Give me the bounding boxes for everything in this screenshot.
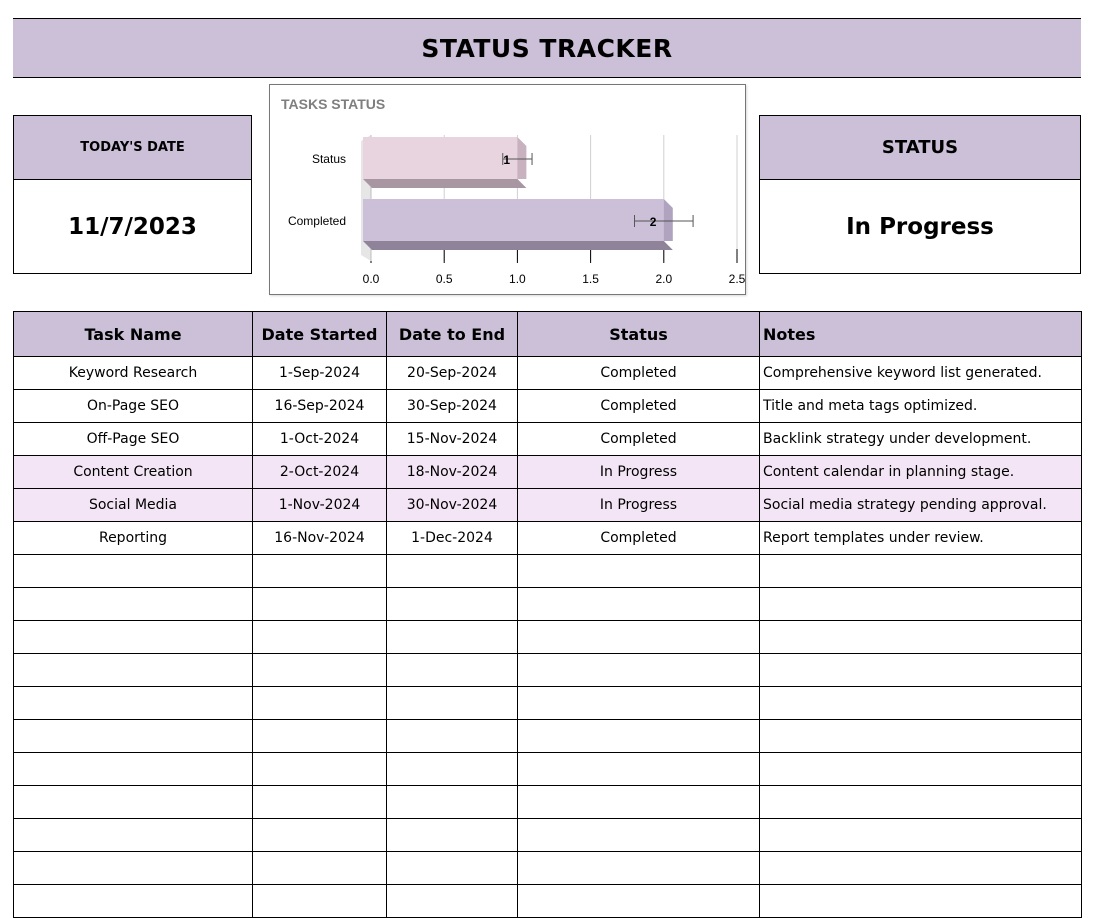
cell-date-started[interactable]: 16-Sep-2024	[253, 390, 387, 423]
task-table	[13, 311, 1082, 918]
header-status[interactable]: Status	[518, 312, 760, 357]
empty-cell[interactable]	[760, 753, 1082, 786]
empty-cell[interactable]	[518, 720, 760, 753]
empty-table-row[interactable]	[14, 885, 1082, 918]
empty-cell[interactable]	[518, 555, 760, 588]
x-tick-label: 0.0	[362, 272, 380, 286]
cell-status[interactable]: Completed	[518, 357, 760, 390]
cell-notes[interactable]: Title and meta tags optimized.	[760, 390, 1082, 423]
header-notes[interactable]: Notes	[760, 312, 1082, 357]
cell-status[interactable]: Completed	[518, 390, 760, 423]
empty-cell[interactable]	[14, 753, 253, 786]
empty-cell[interactable]	[518, 852, 760, 885]
empty-cell[interactable]	[14, 654, 253, 687]
chart-title: TASKS STATUS	[281, 96, 386, 112]
cell-status[interactable]: Completed	[518, 423, 760, 456]
empty-cell[interactable]	[253, 753, 387, 786]
cell-status[interactable]: Completed	[518, 522, 760, 555]
empty-table-row[interactable]	[14, 753, 1082, 786]
empty-cell[interactable]	[387, 819, 518, 852]
table-header-row	[14, 312, 1082, 357]
cell-task-name[interactable]: Social Media	[14, 489, 253, 522]
empty-cell[interactable]	[14, 555, 253, 588]
header-date-to-end[interactable]: Date to End	[387, 312, 518, 357]
cell-date-to-end[interactable]: 20-Sep-2024	[387, 357, 518, 390]
cell-date-to-end[interactable]: 30-Sep-2024	[387, 390, 518, 423]
chart-svg	[270, 85, 747, 296]
empty-cell[interactable]	[253, 588, 387, 621]
empty-cell[interactable]	[518, 687, 760, 720]
cell-date-to-end[interactable]: 15-Nov-2024	[387, 423, 518, 456]
empty-cell[interactable]	[387, 621, 518, 654]
cell-task-name[interactable]: Content Creation	[14, 456, 253, 489]
bar-side	[664, 199, 673, 241]
empty-cell[interactable]	[760, 687, 1082, 720]
cell-status[interactable]: In Progress	[518, 489, 760, 522]
empty-cell[interactable]	[760, 852, 1082, 885]
bar-side	[517, 137, 526, 179]
empty-cell[interactable]	[387, 687, 518, 720]
empty-cell[interactable]	[760, 588, 1082, 621]
bar-bottom	[363, 241, 673, 250]
table-row[interactable]	[14, 357, 1082, 390]
empty-cell[interactable]	[14, 687, 253, 720]
cell-date-started[interactable]: 16-Nov-2024	[253, 522, 387, 555]
empty-cell[interactable]	[253, 654, 387, 687]
empty-cell[interactable]	[387, 720, 518, 753]
cell-task-name[interactable]: On-Page SEO	[14, 390, 253, 423]
todays-date-card	[13, 115, 252, 274]
cell-notes[interactable]: Report templates under review.	[760, 522, 1082, 555]
todays-date-value[interactable]: 11/7/2023	[68, 213, 197, 240]
todays-date-label: TODAY'S DATE	[14, 116, 251, 180]
cell-date-started[interactable]: 2-Oct-2024	[253, 456, 387, 489]
empty-cell[interactable]	[518, 885, 760, 918]
status-value[interactable]: In Progress	[846, 213, 994, 240]
empty-cell[interactable]	[518, 654, 760, 687]
page-title: STATUS TRACKER	[13, 18, 1081, 78]
empty-cell[interactable]	[387, 588, 518, 621]
bar	[363, 199, 664, 241]
cell-task-name[interactable]: Reporting	[14, 522, 253, 555]
status-label: STATUS	[760, 116, 1080, 180]
cell-notes[interactable]: Backlink strategy under development.	[760, 423, 1082, 456]
empty-table-row[interactable]	[14, 621, 1082, 654]
header-task-name[interactable]: Task Name	[14, 312, 253, 357]
empty-cell[interactable]	[253, 885, 387, 918]
empty-table-row[interactable]	[14, 852, 1082, 885]
empty-cell[interactable]	[760, 621, 1082, 654]
data-label: 1	[503, 153, 511, 167]
empty-cell[interactable]	[387, 753, 518, 786]
empty-cell[interactable]	[760, 720, 1082, 753]
empty-cell[interactable]	[518, 621, 760, 654]
empty-cell[interactable]	[253, 852, 387, 885]
cell-notes[interactable]: Social media strategy pending approval.	[760, 489, 1082, 522]
empty-cell[interactable]	[14, 621, 253, 654]
empty-cell[interactable]	[387, 885, 518, 918]
empty-cell[interactable]	[14, 819, 253, 852]
empty-cell[interactable]	[760, 555, 1082, 588]
empty-cell[interactable]	[253, 720, 387, 753]
empty-cell[interactable]	[14, 720, 253, 753]
header-date-started[interactable]: Date Started	[253, 312, 387, 357]
table-row[interactable]	[14, 390, 1082, 423]
empty-cell[interactable]	[387, 786, 518, 819]
empty-cell[interactable]	[253, 687, 387, 720]
table-row[interactable]	[14, 489, 1082, 522]
empty-table-row[interactable]	[14, 555, 1082, 588]
empty-cell[interactable]	[14, 588, 253, 621]
empty-cell[interactable]	[518, 786, 760, 819]
empty-table-row[interactable]	[14, 819, 1082, 852]
empty-cell[interactable]	[253, 786, 387, 819]
empty-cell[interactable]	[14, 852, 253, 885]
status-card	[759, 115, 1081, 274]
cell-date-to-end[interactable]: 1-Dec-2024	[387, 522, 518, 555]
x-tick-label: 1.0	[509, 272, 526, 286]
empty-cell[interactable]	[387, 852, 518, 885]
empty-cell[interactable]	[14, 885, 253, 918]
cell-date-started[interactable]: 1-Sep-2024	[253, 357, 387, 390]
x-tick-label: 2.5	[728, 272, 746, 286]
empty-table-row[interactable]	[14, 687, 1082, 720]
empty-cell[interactable]	[760, 786, 1082, 819]
cell-task-name[interactable]: Keyword Research	[14, 357, 253, 390]
empty-table-row[interactable]	[14, 786, 1082, 819]
empty-cell[interactable]	[387, 654, 518, 687]
bar	[363, 137, 517, 179]
bar-bottom	[363, 179, 526, 188]
cell-task-name[interactable]: Off-Page SEO	[14, 423, 253, 456]
empty-cell[interactable]	[253, 819, 387, 852]
tasks-status-chart[interactable]	[269, 84, 746, 295]
cell-status[interactable]: In Progress	[518, 456, 760, 489]
category-label: Status	[311, 152, 346, 166]
empty-cell[interactable]	[518, 753, 760, 786]
cell-notes[interactable]: Comprehensive keyword list generated.	[760, 357, 1082, 390]
x-tick-label: 2.0	[655, 272, 673, 286]
x-tick-label: 1.5	[582, 272, 599, 286]
empty-cell[interactable]	[253, 555, 387, 588]
table-row[interactable]	[14, 423, 1082, 456]
empty-cell[interactable]	[760, 654, 1082, 687]
cell-date-started[interactable]: 1-Oct-2024	[253, 423, 387, 456]
empty-cell[interactable]	[760, 819, 1082, 852]
empty-cell[interactable]	[253, 621, 387, 654]
empty-table-row[interactable]	[14, 720, 1082, 753]
table-row[interactable]	[14, 456, 1082, 489]
empty-table-row[interactable]	[14, 588, 1082, 621]
table-row[interactable]	[14, 522, 1082, 555]
empty-cell[interactable]	[518, 588, 760, 621]
category-label: Completed	[287, 214, 346, 228]
empty-table-row[interactable]	[14, 654, 1082, 687]
data-label: 2	[649, 215, 657, 229]
empty-cell[interactable]	[760, 885, 1082, 918]
empty-cell[interactable]	[14, 786, 253, 819]
x-tick-label: 0.5	[435, 272, 453, 286]
empty-cell[interactable]	[387, 555, 518, 588]
empty-cell[interactable]	[518, 819, 760, 852]
cell-date-started[interactable]: 1-Nov-2024	[253, 489, 387, 522]
cell-notes[interactable]: Content calendar in planning stage.	[760, 456, 1082, 489]
cell-date-to-end[interactable]: 30-Nov-2024	[387, 489, 518, 522]
cell-date-to-end[interactable]: 18-Nov-2024	[387, 456, 518, 489]
